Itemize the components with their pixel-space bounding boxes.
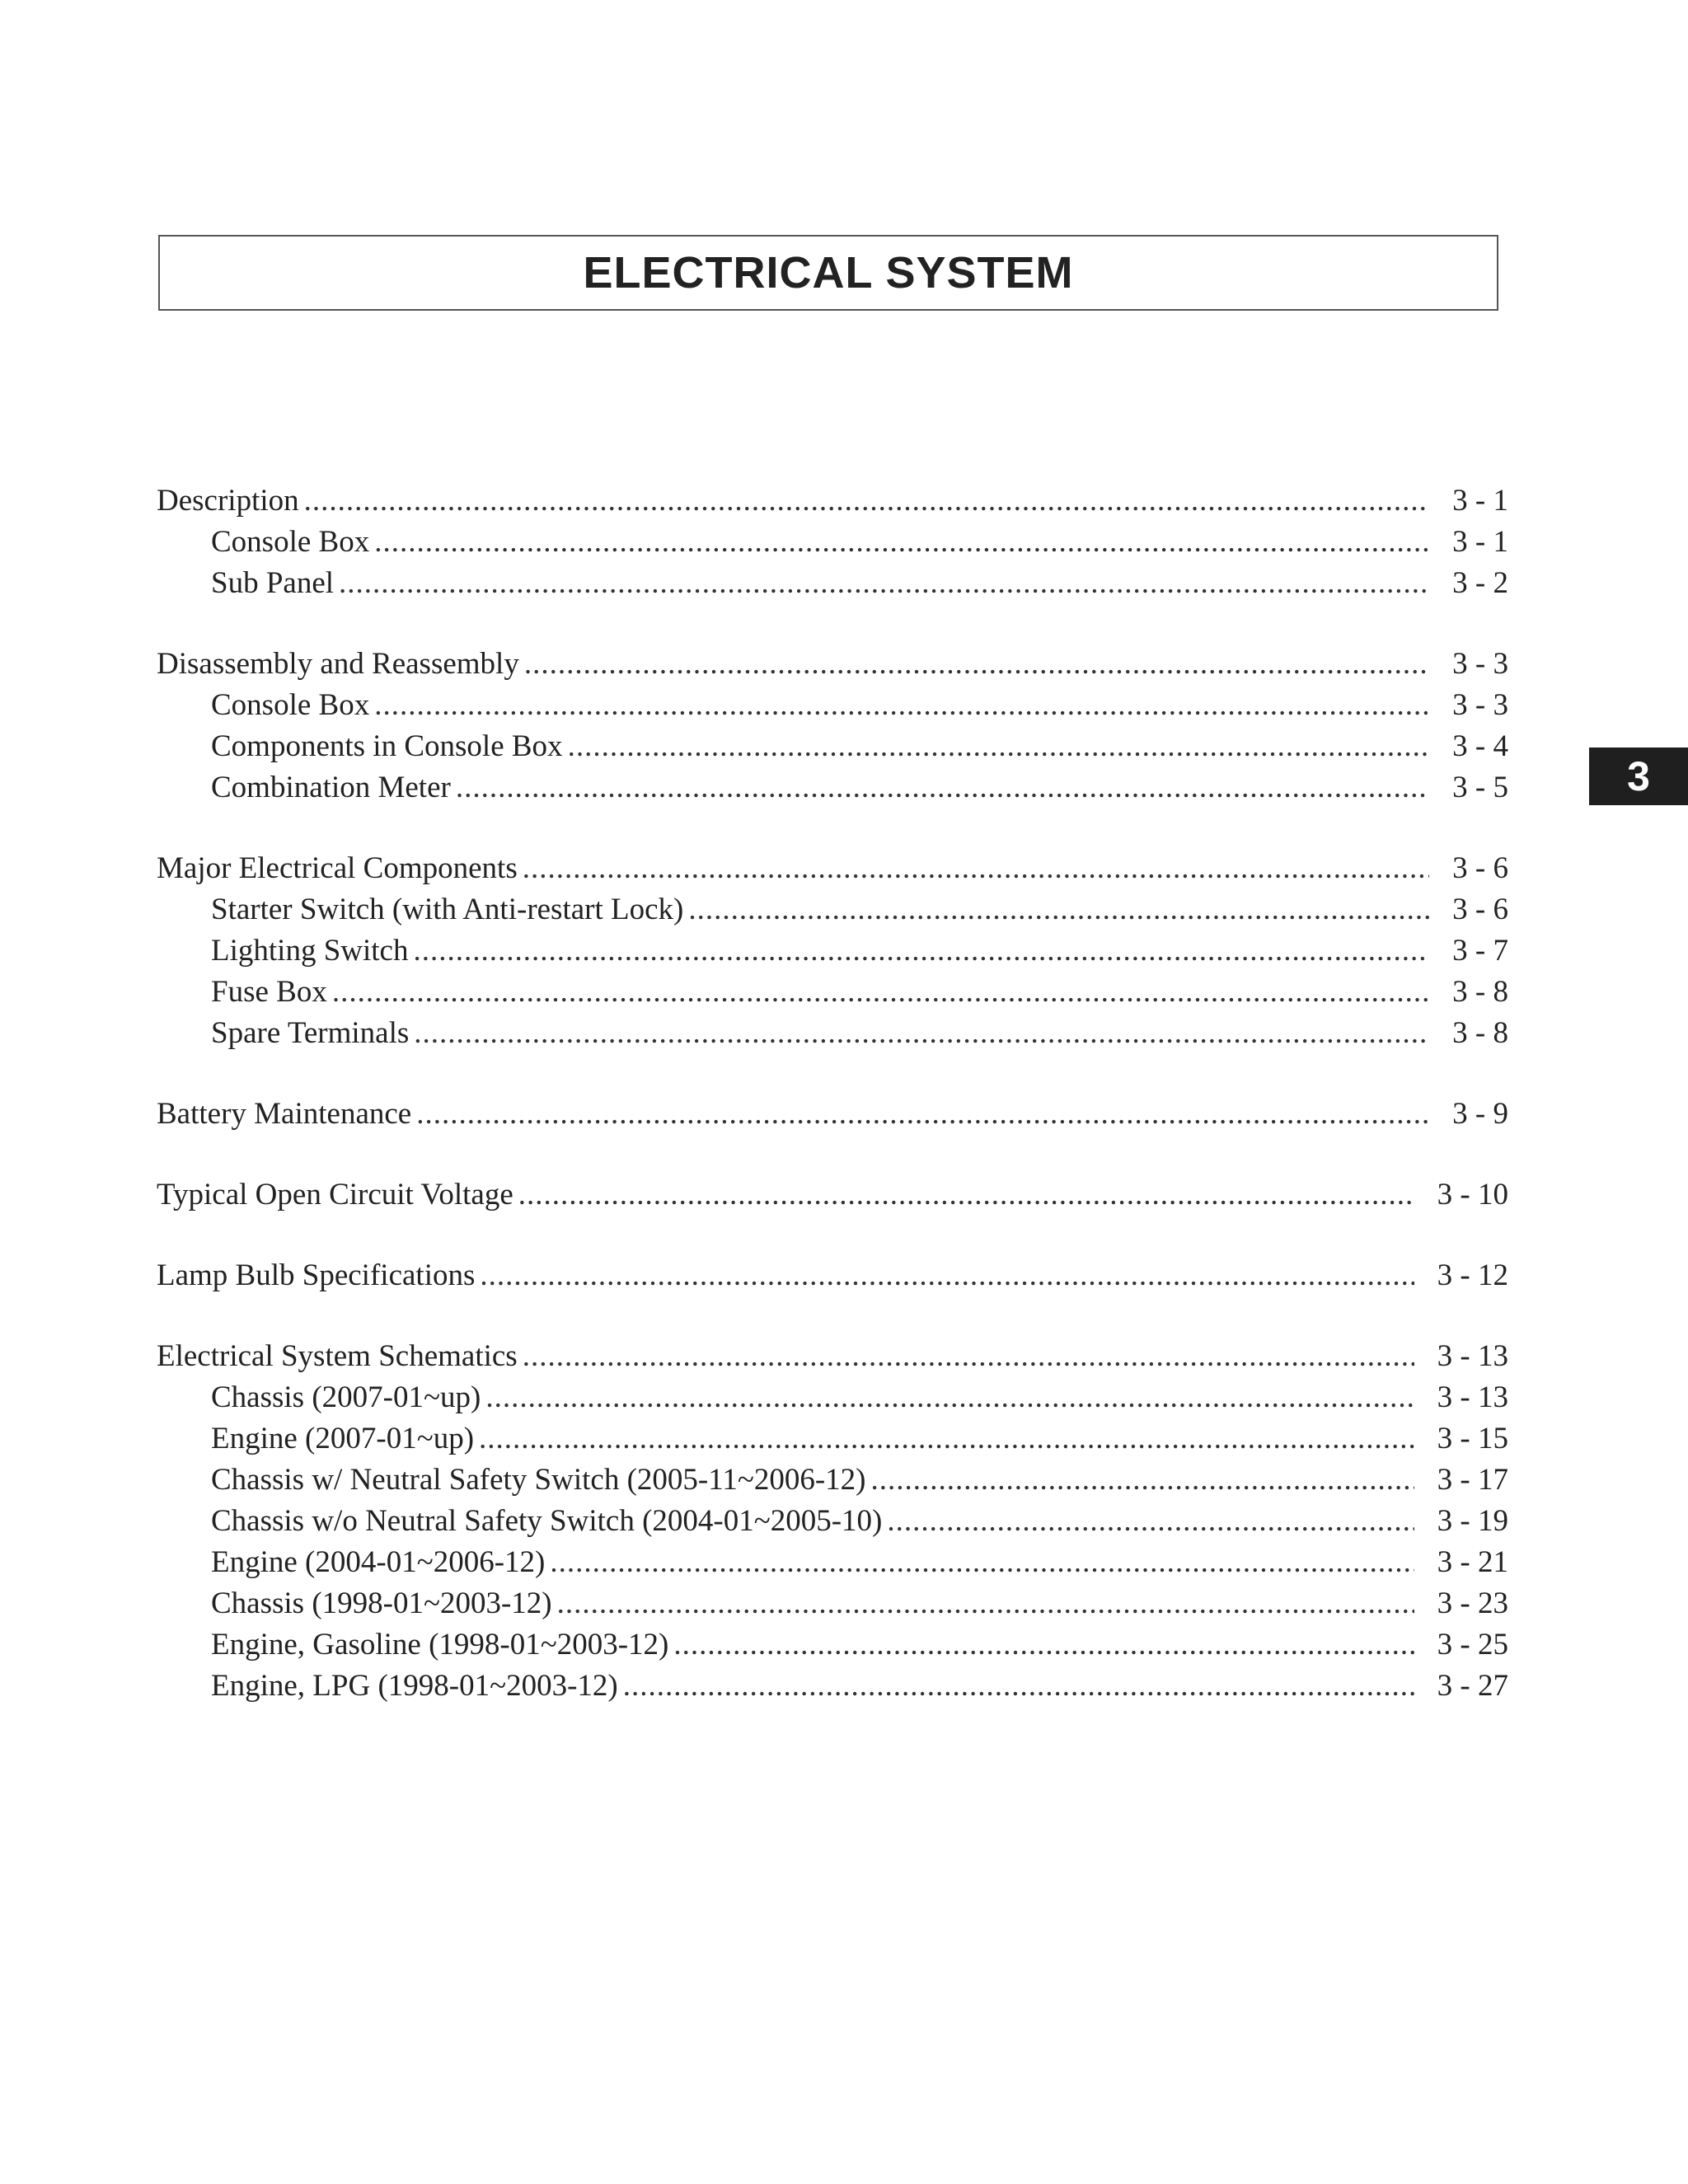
toc-entry-label: Chassis w/ Neutral Safety Switch (2005-11~2006-12): [211, 1463, 866, 1497]
toc-entry-label: Combination Meter: [211, 771, 451, 804]
toc-entry-label: Spare Terminals: [211, 1016, 410, 1050]
toc-dot-leader: [550, 1542, 1414, 1583]
toc-page-number: 3 - 17: [1437, 1463, 1508, 1497]
toc-subentry[interactable]: [157, 972, 1508, 1013]
toc-dot-leader: [623, 1666, 1414, 1707]
toc-dot-leader: [480, 1255, 1414, 1296]
toc-dot-leader: [456, 767, 1429, 808]
toc-entry-label: Lamp Bulb Specifications: [157, 1258, 476, 1292]
toc-dot-leader: [524, 644, 1429, 685]
toc-entry[interactable]: [157, 848, 1508, 889]
toc-dot-leader: [523, 848, 1429, 889]
toc-dot-leader: [871, 1460, 1414, 1501]
toc-entry-label: Lighting Switch: [211, 934, 409, 968]
toc-entry-label: Description: [157, 484, 299, 518]
toc-subentry[interactable]: [157, 767, 1508, 808]
toc-subentry[interactable]: [157, 1013, 1508, 1054]
toc-section-gap: [157, 1054, 1508, 1094]
toc-subentry[interactable]: [157, 1624, 1508, 1666]
table-of-contents: [157, 480, 1508, 1707]
toc-subentry[interactable]: [157, 726, 1508, 767]
toc-page-number: 3 - 13: [1437, 1380, 1508, 1414]
toc-dot-leader: [523, 1336, 1414, 1377]
toc-entry-label: Chassis (2007-01~up): [211, 1380, 481, 1414]
toc-entry[interactable]: [157, 1336, 1508, 1377]
toc-entry-label: Fuse Box: [211, 975, 327, 1009]
toc-dot-leader: [413, 930, 1429, 972]
toc-entry-label: Major Electrical Components: [157, 851, 518, 885]
toc-page-number: 3 - 5: [1452, 771, 1508, 804]
toc-dot-leader: [479, 1418, 1414, 1460]
toc-page-number: 3 - 8: [1452, 975, 1508, 1009]
toc-dot-leader: [374, 685, 1429, 726]
toc-subentry[interactable]: [157, 1418, 1508, 1460]
toc-page-number: 3 - 6: [1452, 851, 1508, 885]
toc-subentry[interactable]: [157, 685, 1508, 726]
toc-entry[interactable]: [157, 1255, 1508, 1296]
toc-dot-leader: [568, 726, 1430, 767]
toc-entry-label: Engine (2004-01~2006-12): [211, 1545, 546, 1579]
page-title: ELECTRICAL SYSTEM: [583, 248, 1074, 298]
toc-subentry[interactable]: [157, 522, 1508, 563]
toc-entry-label: Chassis w/o Neutral Safety Switch (2004-01~2005-10): [211, 1504, 883, 1538]
toc-entry[interactable]: [157, 644, 1508, 685]
toc-entry-label: Console Box: [211, 525, 370, 559]
toc-page-number: 3 - 4: [1452, 729, 1508, 763]
toc-dot-leader: [304, 480, 1430, 522]
toc-page-number: 3 - 25: [1437, 1628, 1508, 1661]
chapter-tab: [1589, 748, 1688, 805]
toc-subentry[interactable]: [157, 1377, 1508, 1418]
toc-entry[interactable]: [157, 480, 1508, 522]
toc-page-number: 3 - 1: [1452, 484, 1508, 518]
toc-subentry[interactable]: [157, 563, 1508, 604]
toc-section-gap: [157, 1296, 1508, 1336]
toc-subentry[interactable]: [157, 930, 1508, 972]
toc-entry[interactable]: [157, 1174, 1508, 1216]
toc-dot-leader: [673, 1624, 1414, 1666]
toc-page-number: 3 - 27: [1437, 1669, 1508, 1703]
toc-subentry[interactable]: [157, 1542, 1508, 1583]
toc-entry[interactable]: [157, 1094, 1508, 1135]
toc-entry-label: Sub Panel: [211, 566, 335, 600]
toc-section-gap: [157, 808, 1508, 848]
title-box: [158, 235, 1498, 311]
toc-dot-leader: [557, 1583, 1414, 1624]
toc-entry-label: Electrical System Schematics: [157, 1339, 518, 1373]
toc-section-gap: [157, 604, 1508, 644]
toc-dot-leader: [374, 522, 1429, 563]
toc-page-number: 3 - 1: [1452, 525, 1508, 559]
toc-page-number: 3 - 21: [1437, 1545, 1508, 1579]
toc-dot-leader: [332, 972, 1429, 1013]
toc-dot-leader: [688, 889, 1429, 930]
toc-page-number: 3 - 15: [1437, 1422, 1508, 1455]
toc-dot-leader: [485, 1377, 1414, 1418]
toc-page-number: 3 - 13: [1437, 1339, 1508, 1373]
toc-section-gap: [157, 1216, 1508, 1255]
toc-entry-label: Engine, LPG (1998-01~2003-12): [211, 1669, 618, 1703]
chapter-tab-number: 3: [1627, 753, 1650, 799]
toc-subentry[interactable]: [157, 1583, 1508, 1624]
toc-entry-label: Engine (2007-01~up): [211, 1422, 475, 1455]
toc-subentry[interactable]: [157, 1666, 1508, 1707]
toc-entry-label: Console Box: [211, 688, 370, 722]
toc-dot-leader: [887, 1501, 1414, 1542]
toc-entry-label: Starter Switch (with Anti-restart Lock): [211, 893, 684, 926]
toc-dot-leader: [414, 1013, 1429, 1054]
toc-dot-leader: [416, 1094, 1429, 1135]
toc-page-number: 3 - 3: [1452, 688, 1508, 722]
toc-section-gap: [157, 1135, 1508, 1174]
toc-subentry[interactable]: [157, 1460, 1508, 1501]
toc-entry-label: Typical Open Circuit Voltage: [157, 1178, 513, 1212]
toc-page-number: 3 - 7: [1452, 934, 1508, 968]
toc-dot-leader: [339, 563, 1429, 604]
toc-entry-label: Components in Console Box: [211, 729, 563, 763]
toc-page-number: 3 - 3: [1452, 647, 1508, 681]
toc-page-number: 3 - 10: [1437, 1178, 1508, 1212]
toc-dot-leader: [518, 1174, 1414, 1216]
toc-page-number: 3 - 9: [1452, 1097, 1508, 1131]
toc-entry-label: Chassis (1998-01~2003-12): [211, 1586, 552, 1620]
toc-entry-label: Battery Maintenance: [157, 1097, 412, 1131]
toc-entry-label: Engine, Gasoline (1998-01~2003-12): [211, 1628, 669, 1661]
toc-page-number: 3 - 19: [1437, 1504, 1508, 1538]
toc-page-number: 3 - 8: [1452, 1016, 1508, 1050]
toc-page-number: 3 - 2: [1452, 566, 1508, 600]
toc-page-number: 3 - 12: [1437, 1258, 1508, 1292]
toc-page-number: 3 - 6: [1452, 893, 1508, 926]
toc-entry-label: Disassembly and Reassembly: [157, 647, 519, 681]
toc-page-number: 3 - 23: [1437, 1586, 1508, 1620]
toc-subentry[interactable]: [157, 889, 1508, 930]
toc-subentry[interactable]: [157, 1501, 1508, 1542]
